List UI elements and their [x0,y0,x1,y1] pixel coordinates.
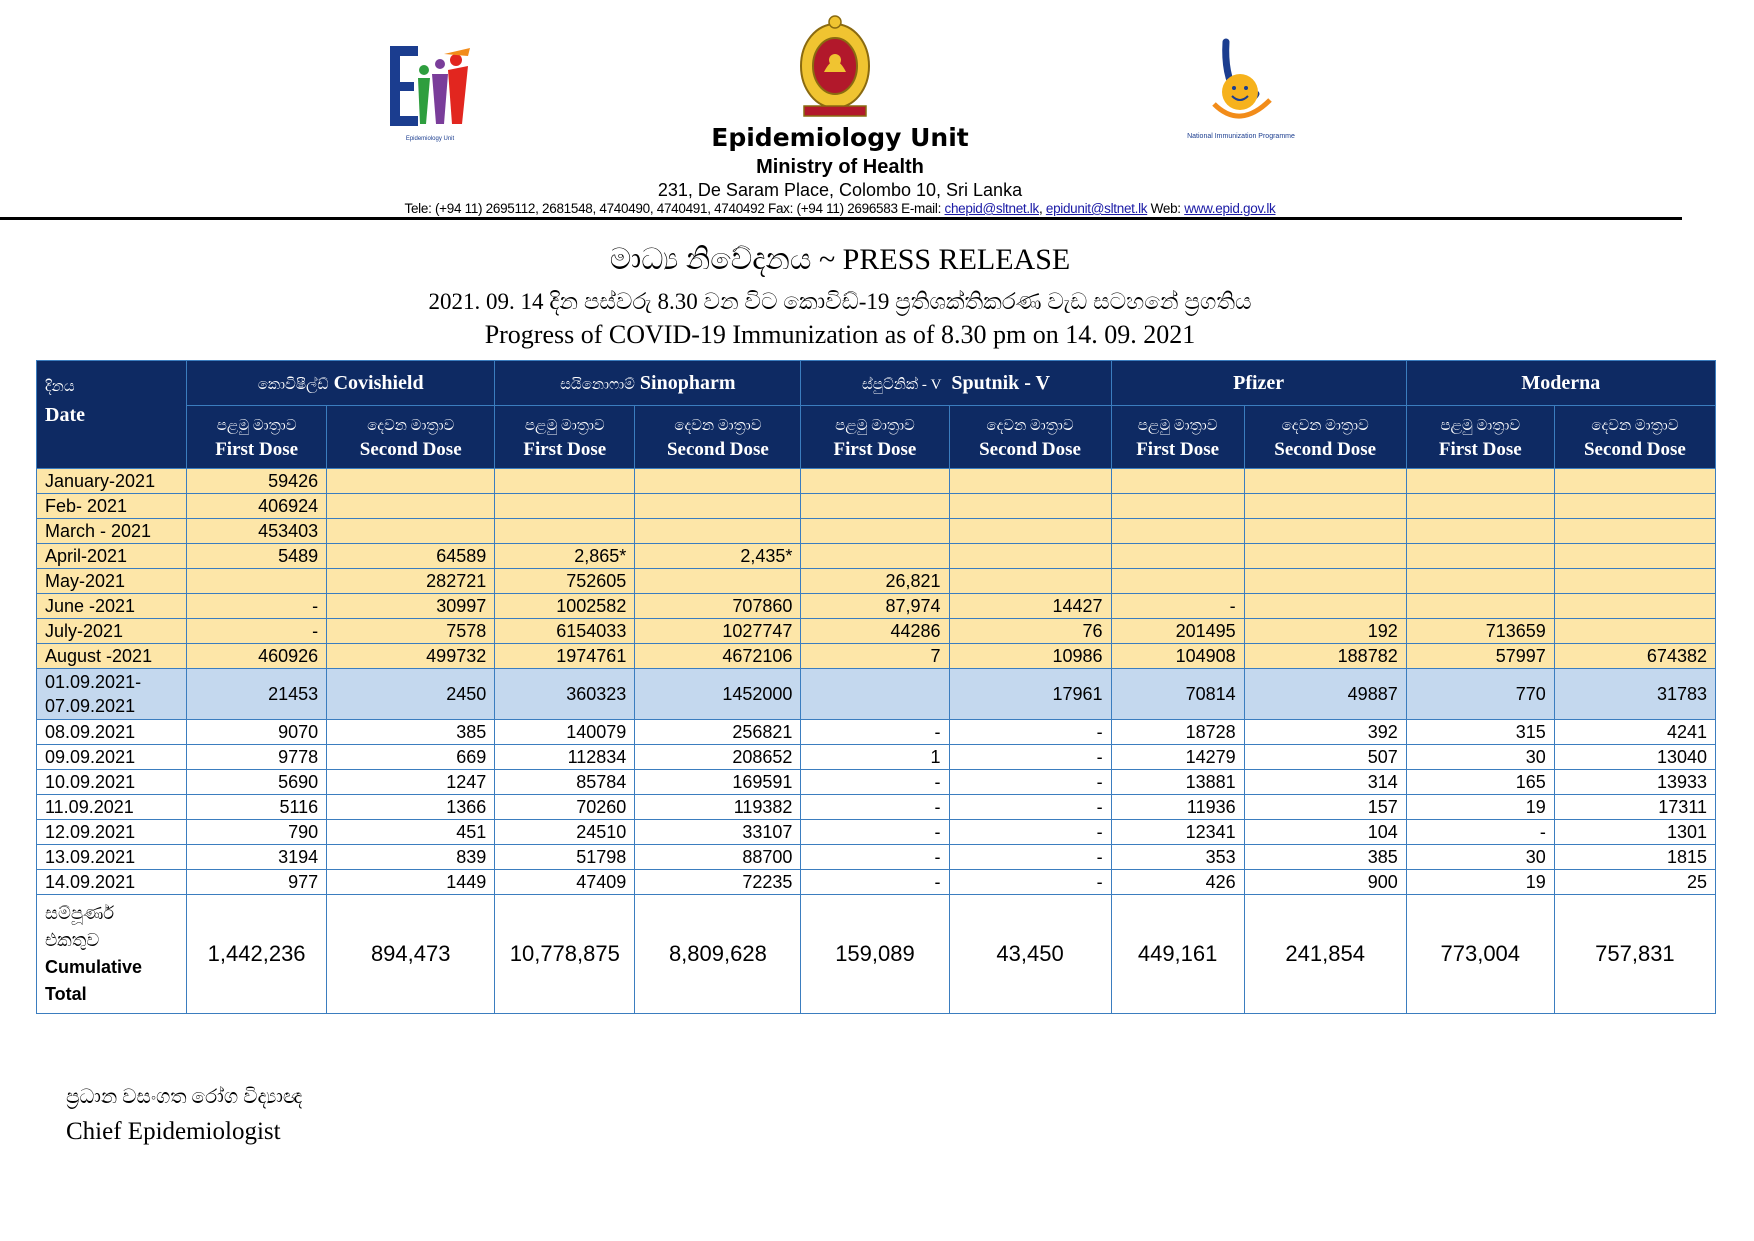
value-cell: - [949,770,1111,795]
total-label-si: එකතුව [45,930,100,950]
date-cell: 08.09.2021 [37,720,187,745]
value-cell: 30997 [327,594,495,619]
value-cell [635,469,801,494]
value-cell: - [801,845,949,870]
value-cell: 460926 [187,644,327,669]
vaccine-name-si: ස්පුට්නික් - V [862,376,942,393]
value-cell [1244,569,1406,594]
vaccine-header-moderna [1406,361,1715,406]
value-cell [1406,594,1554,619]
value-cell: 169591 [635,770,801,795]
total-value-cell: 159,089 [801,895,949,1014]
dose-header-first [495,406,635,469]
value-cell: 104908 [1111,644,1244,669]
date-cell: 09.09.2021 [37,745,187,770]
value-cell [327,519,495,544]
table-row [37,720,1716,745]
value-cell: 1 [801,745,949,770]
value-cell [1554,519,1715,544]
value-cell: 13040 [1554,745,1715,770]
date-cell: April-2021 [37,544,187,569]
value-cell: 157 [1244,795,1406,820]
table-row [37,795,1716,820]
date-cell: 11.09.2021 [37,795,187,820]
value-cell [1406,469,1554,494]
value-cell: 59426 [187,469,327,494]
value-cell [1554,544,1715,569]
date-range-end: 07.09.2021 [45,696,136,716]
value-cell: 713659 [1406,619,1554,644]
government-emblem [796,14,874,120]
total-value-cell: 241,854 [1244,895,1406,1014]
value-cell: 12341 [1111,820,1244,845]
value-cell [635,519,801,544]
value-cell: 64589 [327,544,495,569]
website-link[interactable]: www.epid.gov.lk [1184,201,1276,216]
value-cell: 353 [1111,845,1244,870]
value-cell: 1974761 [495,644,635,669]
date-cell: 12.09.2021 [37,820,187,845]
value-cell: 360323 [495,669,635,720]
value-cell: 57997 [1406,644,1554,669]
value-cell [1406,569,1554,594]
table-row [37,820,1716,845]
dose-label-si: පළමු මාත්‍රාව [1440,418,1521,434]
value-cell [949,519,1111,544]
value-cell [495,494,635,519]
date-header-si: දිනය [45,379,75,395]
email-link-chepid[interactable]: chepid@sltnet.lk [944,201,1039,216]
value-cell: 7 [801,644,949,669]
value-cell: 14427 [949,594,1111,619]
value-cell [1406,544,1554,569]
value-cell: 426 [1111,870,1244,895]
date-cell: June -2021 [37,594,187,619]
total-label-en: Total [45,984,87,1004]
value-cell: 669 [327,745,495,770]
value-cell: 1449 [327,870,495,895]
email-separator: , [1038,201,1046,216]
dose-header-row [37,406,1716,469]
cumulative-total-row [37,895,1716,1014]
value-cell [1554,569,1715,594]
value-cell: 1027747 [635,619,801,644]
table-row [37,544,1716,569]
value-cell: 165 [1406,770,1554,795]
value-cell [327,469,495,494]
value-cell: 88700 [635,845,801,870]
value-cell: 451 [327,820,495,845]
table-row [37,669,1716,720]
logo-left-text: Epidemiology Unit [405,136,455,142]
value-cell: 26,821 [801,569,949,594]
dose-label-en: First Dose [215,439,299,460]
date-cell: January-2021 [37,469,187,494]
dose-label-si: දෙවන මාත්‍රාව [674,418,762,434]
value-cell: 752605 [495,569,635,594]
value-cell: - [187,619,327,644]
value-cell: 453403 [187,519,327,544]
vaccine-name-en: Sinopharm [639,371,736,394]
value-cell: 5690 [187,770,327,795]
value-cell: 507 [1244,745,1406,770]
value-cell: 1452000 [635,669,801,720]
table-row [37,619,1716,644]
dose-label-en: First Dose [1438,439,1522,460]
signatory-title-en: Chief Epidemiologist [66,1118,281,1145]
value-cell [1111,494,1244,519]
date-cell [37,669,187,720]
value-cell: 5116 [187,795,327,820]
total-label-si: සම්පූර්ණ [45,903,115,923]
value-cell: 76 [949,619,1111,644]
value-cell: 17311 [1554,795,1715,820]
value-cell [801,544,949,569]
value-cell: 977 [187,870,327,895]
value-cell: - [949,820,1111,845]
dose-header-second [327,406,495,469]
table-row [37,644,1716,669]
vaccine-header-covishield [187,361,495,406]
value-cell [1406,494,1554,519]
date-cell: May-2021 [37,569,187,594]
value-cell: 707860 [635,594,801,619]
value-cell: 1366 [327,795,495,820]
total-value-cell: 10,778,875 [495,895,635,1014]
contact-phone-fax: Tele: (+94 11) 2695112, 2681548, 4740490, 4740491, 4740492 Fax: (+94 11) 2696583 E-mail: [404,201,945,216]
value-cell [1244,544,1406,569]
dose-label-si: පළමු මාත්‍රාව [216,418,297,434]
vaccination-progress-table [36,360,1716,1014]
table-body [37,469,1716,1014]
dose-label-si: දෙවන මාත්‍රාව [367,418,455,434]
value-cell: 18728 [1111,720,1244,745]
dose-label-en: Second Dose [359,439,462,460]
date-range-start: 01.09.2021- [45,672,142,692]
value-cell [187,569,327,594]
value-cell: 256821 [635,720,801,745]
value-cell: 4672106 [635,644,801,669]
vaccine-name-si: කොවිෂීල්ඩ් [257,376,329,393]
value-cell [1111,519,1244,544]
dose-header-second [1554,406,1715,469]
vaccine-name-si: සයිනොෆාම් [560,376,635,393]
dose-label-en: Second Dose [1583,439,1686,460]
value-cell: - [801,795,949,820]
dose-header-first [1406,406,1554,469]
dose-label-en: Second Dose [979,439,1081,460]
total-value-cell: 449,161 [1111,895,1244,1014]
value-cell: 112834 [495,745,635,770]
value-cell: 2450 [327,669,495,720]
dose-label-si: දෙවන මාත්‍රාව [1281,418,1369,434]
total-value-cell: 1,442,236 [187,895,327,1014]
value-cell: 19 [1406,795,1554,820]
table-row [37,494,1716,519]
value-cell: 9070 [187,720,327,745]
value-cell: 31783 [1554,669,1715,720]
vaccine-name-en: Moderna [1521,371,1601,394]
value-cell: 314 [1244,770,1406,795]
vaccine-name-en: Covishield [333,371,424,394]
signatory-title-si: ප්‍රධාන වසංගත රෝග විද්‍යාඥ [66,1086,303,1108]
table-row [37,870,1716,895]
value-cell [1244,519,1406,544]
vaccine-header-sputnik [801,361,1111,406]
value-cell: 790 [187,820,327,845]
total-label-en: Cumulative [45,957,143,977]
table-row [37,770,1716,795]
dose-header-second [949,406,1111,469]
value-cell [949,469,1111,494]
value-cell: 770 [1406,669,1554,720]
value-cell [1244,469,1406,494]
value-cell [1406,519,1554,544]
dose-label-en: Second Dose [1274,439,1377,460]
dose-label-si: පළමු මාත්‍රාව [835,418,915,434]
value-cell: 30 [1406,845,1554,870]
value-cell: 392 [1244,720,1406,745]
value-cell [1111,569,1244,594]
value-cell: - [801,770,949,795]
value-cell [1111,469,1244,494]
value-cell [801,494,949,519]
date-cell: 10.09.2021 [37,770,187,795]
value-cell: 9778 [187,745,327,770]
value-cell: 19 [1406,870,1554,895]
dose-label-en: Second Dose [666,439,769,460]
vaccine-name-en: Pfizer [1233,371,1285,394]
dose-header-second [635,406,801,469]
dose-label-en: First Dose [1136,439,1220,460]
value-cell: 70814 [1111,669,1244,720]
value-cell: - [949,720,1111,745]
dose-header-second [1244,406,1406,469]
value-cell [801,669,949,720]
date-cell: July-2021 [37,619,187,644]
value-cell: 24510 [495,820,635,845]
value-cell: 11936 [1111,795,1244,820]
dose-label-si: දෙවන මාත්‍රාව [1591,418,1679,434]
value-cell: 140079 [495,720,635,745]
value-cell: - [801,870,949,895]
vaccine-header-pfizer [1111,361,1406,406]
value-cell: 14279 [1111,745,1244,770]
value-cell [1554,469,1715,494]
dose-label-en: First Dose [833,439,917,460]
value-cell: 1815 [1554,845,1715,870]
value-cell: 1301 [1554,820,1715,845]
value-cell: - [1111,594,1244,619]
value-cell: - [949,745,1111,770]
dose-header-first [187,406,327,469]
value-cell: 6154033 [495,619,635,644]
value-cell [495,519,635,544]
value-cell: 900 [1244,870,1406,895]
table-row [37,469,1716,494]
value-cell: 87,974 [801,594,949,619]
value-cell [1244,594,1406,619]
value-cell: - [949,870,1111,895]
value-cell: 104 [1244,820,1406,845]
dose-label-si: පළමු මාත්‍රාව [524,418,605,434]
value-cell: - [1406,820,1554,845]
total-value-cell: 757,831 [1554,895,1715,1014]
contact-line [0,201,1680,216]
value-cell: - [949,845,1111,870]
date-cell: 13.09.2021 [37,845,187,870]
table-row [37,745,1716,770]
value-cell: 5489 [187,544,327,569]
value-cell: 13881 [1111,770,1244,795]
press-release-title: මාධ්‍ය නිවේදනය ~ PRESS RELEASE [609,243,1071,276]
web-label: Web: [1147,201,1185,216]
value-cell: 51798 [495,845,635,870]
value-cell: 21453 [187,669,327,720]
header-divider [0,217,1682,220]
value-cell [949,544,1111,569]
value-cell [1554,619,1715,644]
value-cell: 3194 [187,845,327,870]
total-value-cell: 894,473 [327,895,495,1014]
organization-name: Epidemiology Unit [711,123,969,152]
value-cell [801,469,949,494]
value-cell: 499732 [327,644,495,669]
value-cell: 49887 [1244,669,1406,720]
value-cell [801,519,949,544]
total-value-cell: 8,809,628 [635,895,801,1014]
value-cell: 4241 [1554,720,1715,745]
dose-label-si: දෙවන මාත්‍රාව [986,418,1074,434]
dose-label-en: First Dose [523,439,607,460]
value-cell [495,469,635,494]
value-cell: 1002582 [495,594,635,619]
subtitle-english: Progress of COVID-19 Immunization as of 8.30 pm on 14. 09. 2021 [484,320,1196,349]
table-row [37,845,1716,870]
value-cell: 282721 [327,569,495,594]
email-link-epidunit[interactable]: epidunit@sltnet.lk [1045,201,1148,216]
value-cell: 44286 [801,619,949,644]
value-cell: 70260 [495,795,635,820]
value-cell [635,569,801,594]
table-row [37,569,1716,594]
value-cell: 1247 [327,770,495,795]
total-value-cell: 43,450 [949,895,1111,1014]
table-row [37,519,1716,544]
organization-address: 231, De Saram Place, Colombo 10, Sri Lanka [657,180,1023,200]
value-cell: 315 [1406,720,1554,745]
value-cell: 13933 [1554,770,1715,795]
value-cell: 385 [327,720,495,745]
date-cell: Feb- 2021 [37,494,187,519]
date-cell: March - 2021 [37,519,187,544]
value-cell [1554,594,1715,619]
date-cell: August -2021 [37,644,187,669]
value-cell: 2,865* [495,544,635,569]
value-cell: - [801,820,949,845]
value-cell: - [801,720,949,745]
value-cell: 839 [327,845,495,870]
date-cell: 14.09.2021 [37,870,187,895]
value-cell [949,569,1111,594]
value-cell: 85784 [495,770,635,795]
value-cell: 10986 [949,644,1111,669]
dose-header-first [1111,406,1244,469]
total-value-cell: 773,004 [1406,895,1554,1014]
ministry-name: Ministry of Health [756,156,924,178]
table-row [37,594,1716,619]
value-cell: 30 [1406,745,1554,770]
value-cell: 7578 [327,619,495,644]
dose-label-si: පළමු මාත්‍රාව [1137,418,1218,434]
value-cell [949,494,1111,519]
cumulative-total-label [37,895,187,1014]
value-cell: 188782 [1244,644,1406,669]
value-cell: 385 [1244,845,1406,870]
vaccine-name-en: Sputnik - V [951,371,1050,394]
dose-header-first [801,406,949,469]
date-column-header [37,361,187,469]
value-cell: 33107 [635,820,801,845]
value-cell [327,494,495,519]
subtitle-sinhala: 2021. 09. 14 දින පස්වරු 8.30 වන විට කොවිඩ්-19 ප්‍රතිශක්තිකරණ වැඩ සටහනේ ප්‍රගතිය [428,289,1252,314]
value-cell [1554,494,1715,519]
value-cell: 25 [1554,870,1715,895]
value-cell: 47409 [495,870,635,895]
value-cell: 201495 [1111,619,1244,644]
value-cell: 208652 [635,745,801,770]
value-cell: - [949,795,1111,820]
value-cell [1111,544,1244,569]
vaccine-header-sinopharm [495,361,801,406]
value-cell: 17961 [949,669,1111,720]
value-cell: 406924 [187,494,327,519]
value-cell: 192 [1244,619,1406,644]
logo-right-text: National Immunization Programme [1187,133,1295,140]
value-cell: 72235 [635,870,801,895]
value-cell: 119382 [635,795,801,820]
value-cell: 2,435* [635,544,801,569]
value-cell [635,494,801,519]
value-cell: - [187,594,327,619]
value-cell: 674382 [1554,644,1715,669]
date-header-en: Date [45,404,85,426]
value-cell [1244,494,1406,519]
